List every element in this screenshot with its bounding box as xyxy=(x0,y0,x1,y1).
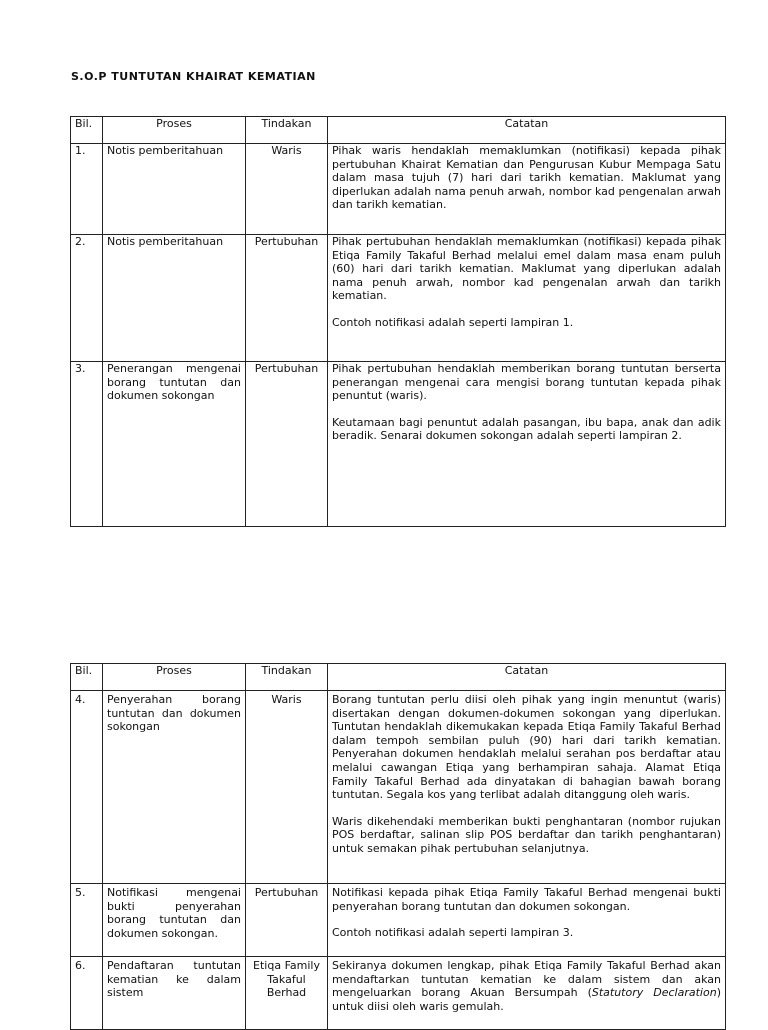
header-proses: Proses xyxy=(103,664,246,691)
sop-table-2 xyxy=(70,663,726,1030)
page-title: S.O.P TUNTUTAN KHAIRAT KEMATIAN xyxy=(71,70,316,83)
cell-proses: Pendaftaran tuntutan kematian ke dalam sistem xyxy=(103,957,246,1030)
cell-bil: 4. xyxy=(71,691,103,884)
cell-catatan xyxy=(328,957,726,1030)
header-tindakan: Tindakan xyxy=(246,664,328,691)
catatan-text: ) untuk diisi oleh waris gemulah. xyxy=(332,986,721,1013)
catatan-paragraph: Keutamaan bagi penuntut adalah pasangan, ibu bapa, anak dan adik beradik. Senarai dokumen sokongan adalah seperti lampiran 2. xyxy=(332,415,721,443)
catatan-paragraph: Contoh notifikasi adalah seperti lampiran 3. xyxy=(332,926,574,940)
cell-tindakan: Pertubuhan xyxy=(246,362,328,527)
table-row xyxy=(71,235,726,362)
catatan-paragraph: Contoh notifikasi adalah seperti lampiran 1. xyxy=(332,315,574,329)
cell-tindakan: Waris xyxy=(246,691,328,884)
header-proses: Proses xyxy=(103,117,246,144)
cell-catatan xyxy=(328,144,726,235)
cell-proses: Penerangan mengenai borang tuntutan dan dokumen sokongan xyxy=(103,362,246,527)
table-header-row xyxy=(71,664,726,691)
cell-tindakan: Etiqa Family Takaful Berhad xyxy=(246,957,328,1030)
cell-bil: 6. xyxy=(71,957,103,1030)
header-bil: Bil. xyxy=(71,664,103,691)
cell-proses: Notis pemberitahuan xyxy=(103,235,246,362)
header-catatan: Catatan xyxy=(328,117,726,144)
cell-bil: 1. xyxy=(71,144,103,235)
header-tindakan: Tindakan xyxy=(246,117,328,144)
cell-bil: 3. xyxy=(71,362,103,527)
cell-catatan xyxy=(328,362,726,527)
cell-bil: 2. xyxy=(71,235,103,362)
table-row xyxy=(71,691,726,884)
catatan-paragraph xyxy=(332,959,721,1013)
catatan-paragraph: Pihak waris hendaklah memaklumkan (notifikasi) kepada pihak pertubuhan Khairat Kematian dan Pengurusan Kubur Mempaga Satu dalam masa tujuh (7) hari dari tarikh kematian. Maklumat yang diperlukan adalah nama penuh arwah, nombor kad pengenalan arwah dan tarikh kematian. xyxy=(332,144,721,212)
cell-catatan xyxy=(328,691,726,884)
cell-tindakan: Waris xyxy=(246,144,328,235)
catatan-paragraph: Waris dikehendaki memberikan bukti penghantaran (nombor rujukan POS berdaftar, salinan slip POS berdaftar dan tarikh penghantaran) untuk semakan pihak pertubuhan selanjutnya. xyxy=(332,814,721,855)
table-row xyxy=(71,362,726,527)
catatan-text: Sekiranya dokumen lengkap, pihak Etiqa Family Takaful Berhad akan mendaftarkan tuntutan kematian ke dalam sistem dan akan mengeluarkan borang Akuan Bersumpah ( xyxy=(332,959,721,1000)
table-header-row xyxy=(71,117,726,144)
catatan-italic-term: Statutory Declaration xyxy=(591,986,717,1000)
header-bil: Bil. xyxy=(71,117,103,144)
table-row xyxy=(71,144,726,235)
cell-proses: Penyerahan borang tuntutan dan dokumen sokongan xyxy=(103,691,246,884)
header-catatan: Catatan xyxy=(328,664,726,691)
cell-catatan xyxy=(328,235,726,362)
sop-table-1 xyxy=(70,116,726,527)
catatan-paragraph: Notifikasi kepada pihak Etiqa Family Takaful Berhad mengenai bukti penyerahan borang tuntutan dan dokumen sokongan. xyxy=(332,886,721,913)
cell-proses: Notis pemberitahuan xyxy=(103,144,246,235)
catatan-paragraph: Borang tuntutan perlu diisi oleh pihak yang ingin menuntut (waris) disertakan dengan dokumen-dokumen sokongan yang diperlukan. Tuntutan hendaklah dikemukakan kepada Etiqa Family Takaful Berhad dalam tempoh sembilan puluh (90) hari dari tarikh kematian. Penyerahan dokumen hendaklah melalui serahan pos berdaftar atau melalui cawangan Etiqa yang berhampiran sahaja. Alamat Etiqa Family Takaful Berhad ada dinyatakan di bahagian bawah borang tuntutan. Segala kos yang terlibat adalah ditanggung oleh waris. xyxy=(332,693,721,802)
catatan-paragraph: Pihak pertubuhan hendaklah memaklumkan (notifikasi) kepada pihak Etiqa Family Takaful Berhad melalui emel dalam masa enam puluh (60) hari dari tarikh kematian. Maklumat yang diperlukan adalah nama penuh arwah, nombor kad pengenalan arwah dan tarikh kematian. xyxy=(332,235,721,303)
cell-proses: Notifikasi mengenai bukti penyerahan borang tuntutan dan dokumen sokongan. xyxy=(103,884,246,957)
catatan-paragraph: Pihak pertubuhan hendaklah memberikan borang tuntutan berserta penerangan mengenai cara mengisi borang tuntutan kepada pihak penuntut (waris). xyxy=(332,362,721,403)
cell-catatan xyxy=(328,884,726,957)
cell-tindakan: Pertubuhan xyxy=(246,235,328,362)
cell-bil: 5. xyxy=(71,884,103,957)
cell-tindakan: Pertubuhan xyxy=(246,884,328,957)
table-row xyxy=(71,884,726,957)
table-row xyxy=(71,957,726,1030)
